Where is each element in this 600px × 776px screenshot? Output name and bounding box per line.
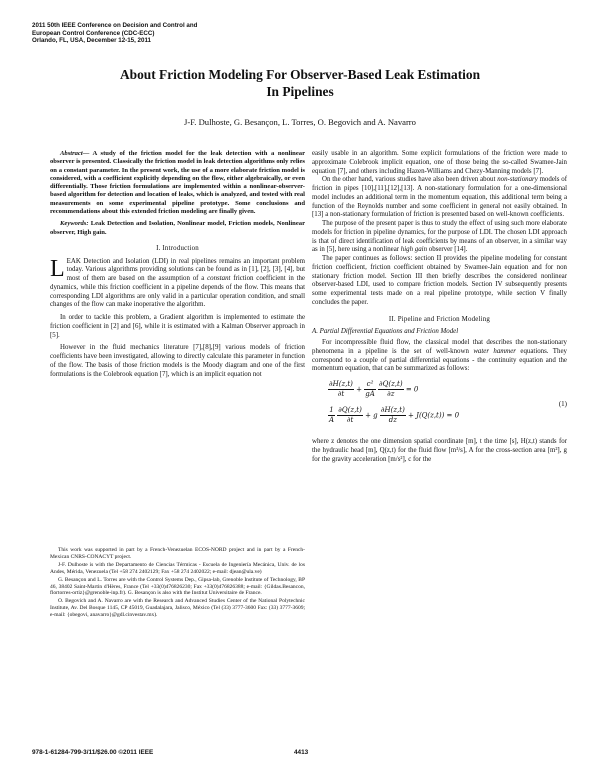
footnote-dulhoste: J-F. Dulhoste is with the Departamento de Ciencias Térmicas - Escuela de Ingeniería Mecánica, Univ. de los Andes, Mérida, Venezuela (Tel +58 274 2402129; Fax +58 274 2402022; e-mail: djean@ula.ve) — [50, 561, 305, 575]
eq-den-1: ∂t — [337, 389, 345, 398]
author-list: J-F. Dulhoste, G. Besançon, L. Torres, O. Begovich and A. Navarro — [184, 117, 416, 127]
right-paragraph-6: where z denotes the one dimension spatial coordinate [m], t the time [s], H(z,t) stands for the hydraulic head [m], Q(z,t) for the fluid flow [m³/s], A for the cross-section area [m²], g for the gravity acceleration [m/s²], c for the — [312, 438, 567, 463]
intro-p1-a: EAK Detection and Isolation (LDI) in real pipelines remains an important problem today. Various algorithms providing solutions can be found as in [1], [2], [3], [4], but most of them are based on the assumption of a — [66, 257, 305, 283]
title-line-1: About Friction Modeling For Observer-Based Leak Estimation — [119, 67, 481, 82]
eq-den-5: ∂t — [346, 415, 354, 424]
right-paragraph-4: The paper continues as follows: section II provides the pipeline modeling for constant friction coefficient, friction coefficient obtained by Swamee-Jain equation and for non stationary friction model. Section III then briefly describes the considered nonlinear observer-based LDI, used to compare friction models. Section IV subsequently presents some experimental tests made on a real pipeline prototype, while section V finally concludes the paper. — [312, 255, 567, 306]
conference-line-3: Orlando, FL, USA, December 12-15, 2011 — [32, 37, 151, 45]
momentum-equation — [328, 406, 459, 425]
eq-den-3: ∂z — [387, 389, 395, 398]
equation-number: (1) — [558, 400, 567, 408]
right-paragraph-3 — [312, 220, 567, 255]
footnote-funding: This work was supported in part by a French-Venezuelan ECOS-NORD project and in part by a French-Mexican CNRS-CONACYT project. — [50, 547, 305, 560]
eq-num-4: 1 — [329, 406, 334, 414]
eq-frac-6 — [380, 406, 406, 425]
conference-header — [32, 22, 272, 45]
eq-num-2: c² — [364, 380, 376, 390]
right-p3-b: observer [14]. — [427, 246, 468, 254]
conference-line-2: European Control Conference (CDC-ECC) — [32, 29, 155, 37]
eq-den-6: dz — [388, 415, 397, 424]
paper-title — [40, 66, 560, 100]
keywords-text: Leak Detection and Isolation, Nonlinear model, Friction models, Nonlinear observer, High gain. — [50, 220, 305, 236]
right-column — [312, 150, 567, 464]
eq-frac-3 — [378, 380, 404, 399]
abstract-label: Abstract— — [60, 150, 90, 157]
intro-paragraph-2: In order to tackle this problem, a Gradient algorithm is implemented to estimate the friction coefficient in [2] and [6], while it is estimated with a Kalman Observer approach in [5]. — [50, 314, 305, 339]
keywords — [50, 220, 305, 237]
title-line-2: In Pipelines — [266, 84, 334, 99]
eq-plus-g: + g — [365, 411, 378, 420]
right-p3-a: The purpose of the present paper is thus to study the effect of using such more elaborate models for friction in pipeline dynamics, for the purpose of LDI. The chosen LDI approach is that of direct identification of leak coefficients by means of an observer, in a similar way as in [5], here using a nonlinear — [312, 220, 567, 254]
right-p5-b: equations. They correspond to a couple of partial differential equations - the continuity equation and the momentum equation, that can be summarized as follows: — [312, 347, 567, 373]
eq-frac-4 — [328, 406, 335, 425]
drop-cap: L — [50, 255, 65, 282]
right-p2-b: models of friction in pipes [10],[11],[12],[13]. A non-stationary formulation for a one-dimensional model includes an additional term in the momentum equation, this additional term being a function of the Reynolds number and some coefficient in general not easily obtained. In [13] a non-stationary formulation of friction is presented based on well-known coefficients. — [312, 176, 567, 219]
page-number: 4413 — [294, 749, 309, 756]
intro-p1-em: constant — [207, 275, 231, 283]
subsection-heading-a: A. Partial Differential Equations and Friction Model — [312, 328, 459, 336]
eq1-tail: = 0 — [405, 385, 419, 394]
eq-den-4: A — [329, 415, 335, 424]
eq-num-6: ∂H(z,t) — [380, 406, 405, 414]
section-heading-pipeline: II. Pipeline and Friction Modeling — [388, 315, 491, 323]
equation-1 — [312, 380, 567, 432]
eq-den-2: gA — [365, 389, 375, 398]
footnotes — [50, 547, 305, 620]
intro-p1-b: friction coefficient in the dynamics, while this friction coefficient in a pipeline depends of the flow. This means that corresponding LDI algorithms are only valid in a particular operation condition, and small changes of the flow can make inoperative the algorithm. — [50, 275, 305, 309]
abstract-text: A study of the friction model for the leak detection with a nonlinear observer is presented. Classically the friction model in leak detection algorithms only relies on a constant parameter. In the present work, the use of a more elaborate friction model is considered, with a coefficient explicitly depending on the flow, either algebraically, or even differentially. Those friction formulations are implemented within a nonlinear-observer-based algorithm for detection and location of leaks, which is analyzed, and tested with real measurements on some experimental pipeline prototype. Some conclusions and recommendations about this extended friction modeling are finally given. — [50, 150, 305, 216]
intro-paragraph-3: However in the fluid mechanics literature [7],[8],[9] various models of friction coefficients have been investigated, allowing to directly calculate this parameter in function of the flow. The basis of those friction models is the Moody diagram and one of the first formulations is the Colebrook equation [7], which is an implicit equation not — [50, 344, 305, 378]
right-paragraph-5 — [312, 339, 567, 374]
continuity-equation: $\frac{\partial H(z,t)}{\partial t}$ + $\frac{\text{c²}}{gA}$ $\frac{\partial Q(z,t)}{\partial z}$ = 0 — [329, 380, 419, 398]
footnote-besancon-torres: G. Besançon and L. Torres are with the Control Systems Dep., Gipsa-lab, Grenoble Institute of Technology, BP 46, 38402 Saint-Martin d'Hères, France (Tel +33(0)476826230; Fax +33(0)476826388; e-mail: {Gildas.Besancon, flortorres-ortiz}@grenoble-inp.fr). G. Besançon is also with the Institut Universitaire de France. — [50, 576, 305, 597]
eq-frac-2 — [364, 380, 376, 399]
right-p3-em: high gain — [400, 246, 428, 254]
eq-frac-1 — [328, 380, 354, 399]
keywords-label: Keywords: — [60, 220, 89, 228]
eq-frac-5 — [337, 406, 363, 425]
right-paragraph-2 — [312, 176, 567, 220]
right-paragraph-1: easily usable in an algorithm. Some explicit formulations of the friction were made to approximate Colebrook implicit equation, one of those being the so-called Swamee-Jain equation [7], and others including Hazen-Williams and Chezy-Manning models [7]. — [312, 150, 567, 175]
eq-num-5: ∂Q(z,t) — [338, 406, 362, 414]
conference-line-1: 2011 50th IEEE Conference on Decision and Control and — [32, 22, 198, 29]
right-p2-em: non-stationary — [497, 176, 538, 184]
section-heading-introduction: I. Introduction — [156, 244, 199, 252]
right-p2-a: On the other hand, various studies have also been driven about — [322, 176, 498, 184]
left-column — [50, 150, 305, 379]
eq2-tail: + J(Q(z,t)) = 0 — [408, 411, 460, 420]
right-p5-a: For incompressible fluid flow, the classical model that describes the non-stationary phenomena in a pipeline is the set of well-known — [312, 339, 567, 355]
abstract — [50, 150, 305, 216]
copyright-line: 978-1-61284-799-3/11/$26.00 ©2011 IEEE — [32, 749, 154, 756]
footnote-begovich-navarro: O. Begovich and A. Navarro are with the Research and Advanced Studies Center of the National Polytechnic Institute, Av. Del Bosque 1145, CP 45019, Guadalajara, Jalisco, México (Tel (33) 3777-3600 Fax: (33) 3777-3609; e-mail: {obegovi, anavarro}@gdl.cinvestav.mx). — [50, 598, 305, 619]
right-p5-em: water hammer — [473, 347, 516, 355]
eq-num-3: ∂Q(z,t) — [379, 380, 403, 388]
eq-num-1: ∂H(z,t) — [329, 380, 353, 388]
intro-paragraph-1 — [50, 255, 305, 311]
